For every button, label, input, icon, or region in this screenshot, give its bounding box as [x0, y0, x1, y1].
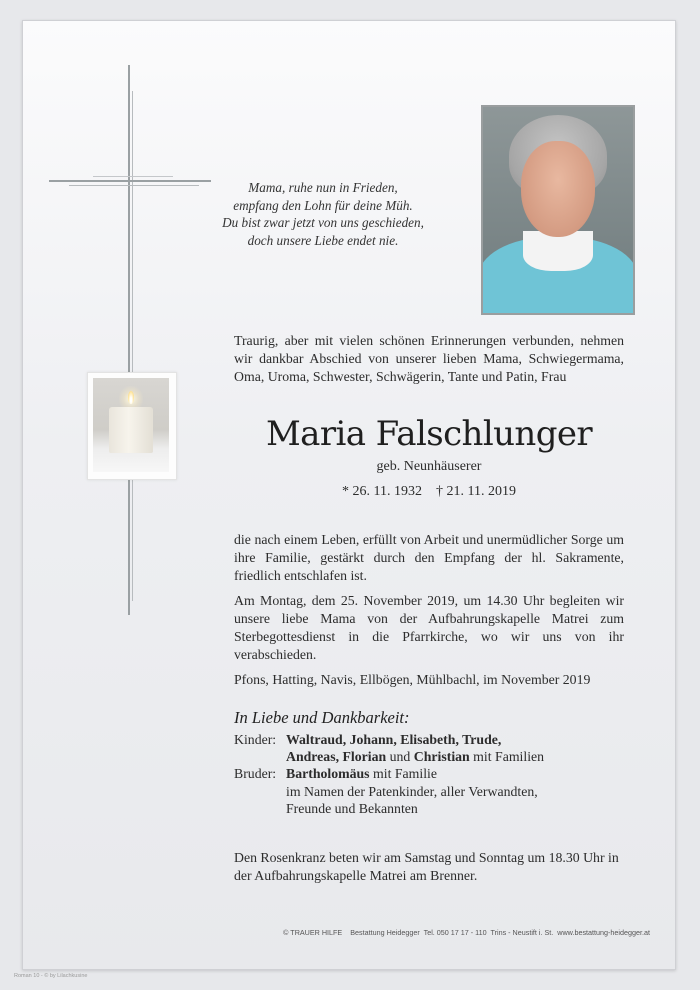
places-line: Pfons, Hatting, Navis, Ellbögen, Mühlbachl, im November 2019 [234, 672, 591, 687]
family-line: Bruder: Bartholomäus mit Familie [234, 766, 438, 781]
template-note: Roman 10 - © by Lilachkusine [14, 973, 88, 979]
cross-vertical-line [128, 65, 130, 615]
kinder-names: Andreas, Florian [286, 749, 387, 764]
bruder-name: Bartholomäus [286, 766, 370, 781]
life-paragraph: die nach einem Leben, erfüllt von Arbeit und unermüdlicher Sorge um ihre Familie, gestärkt durch den Empfang der hl. Sakramente, friedlich entschlafen ist. [234, 532, 624, 583]
family-line [234, 731, 501, 749]
poem-line: Du bist zwar jetzt von uns geschieden, [222, 215, 424, 230]
thanks-heading: In Liebe und Dankbarkeit: [234, 708, 410, 727]
poem-line: doch unsere Liebe endet nie. [247, 232, 399, 248]
cross-horizontal-line-inner [69, 185, 199, 186]
candle-icon [109, 407, 153, 453]
funeral-paragraph: Am Montag, dem 25. November 2019, um 14.30 Uhr begleiten wir unsere liebe Mama von der Aufbahrungskapelle Matrei zum Sterbegottesdienst in die Pfarrkirche, wo wir uns von ihr verabschieden. [234, 593, 624, 662]
poem-line: empfang den Lohn für deine Müh. [233, 197, 413, 213]
poem-line: Mama, ruhe nun in Frieden, [248, 180, 398, 195]
cross-horizontal-line [49, 180, 211, 182]
undertaker-footer: © TRAUER HILFE Bestattung Heidegger Tel. 050 17 17 - 110 Trins - Neustift i. St. www.bestattung-heidegger.at [283, 928, 650, 937]
kinder-names: Waltraud, Johann, Elisabeth, Trude, [286, 732, 502, 747]
flame-icon [128, 391, 134, 404]
life-dates: * 26. 11. 1932 † 21. 11. 2019 [342, 484, 516, 499]
cross-horizontal-line-top [93, 176, 173, 177]
deceased-name: Maria Falschlunger [265, 414, 593, 454]
family-line: im Namen der Patenkinder, aller Verwandten, [286, 784, 538, 799]
intro-text: Traurig, aber mit vielen schönen Erinnerungen verbunden, nehmen wir dankbar Abschied von unserer lieben Mama, Schwiegermama, Oma, Uroma, Schwester, Schwägerin, Tante und Patin, Frau [234, 333, 624, 384]
cross-vertical-line-inner [132, 91, 133, 601]
poem [203, 179, 443, 249]
family-line: Andreas, Florian und Christian mit Familien [286, 749, 545, 764]
kinder-label: Kinder: [234, 732, 277, 747]
kinder-names: Christian [413, 749, 470, 764]
rosary-text: Den Rosenkranz beten wir am Samstag und Sonntag um 18.30 Uhr in der Aufbahrungskapelle Matrei am Brenner. [234, 850, 619, 883]
portrait-photo [481, 105, 635, 315]
family-line: Freunde und Bekannten [286, 801, 418, 816]
maiden-name: geb. Neunhäuserer [376, 459, 482, 474]
parte-card [22, 20, 676, 970]
bruder-label: Bruder: [234, 766, 277, 781]
candle-image [87, 372, 177, 480]
